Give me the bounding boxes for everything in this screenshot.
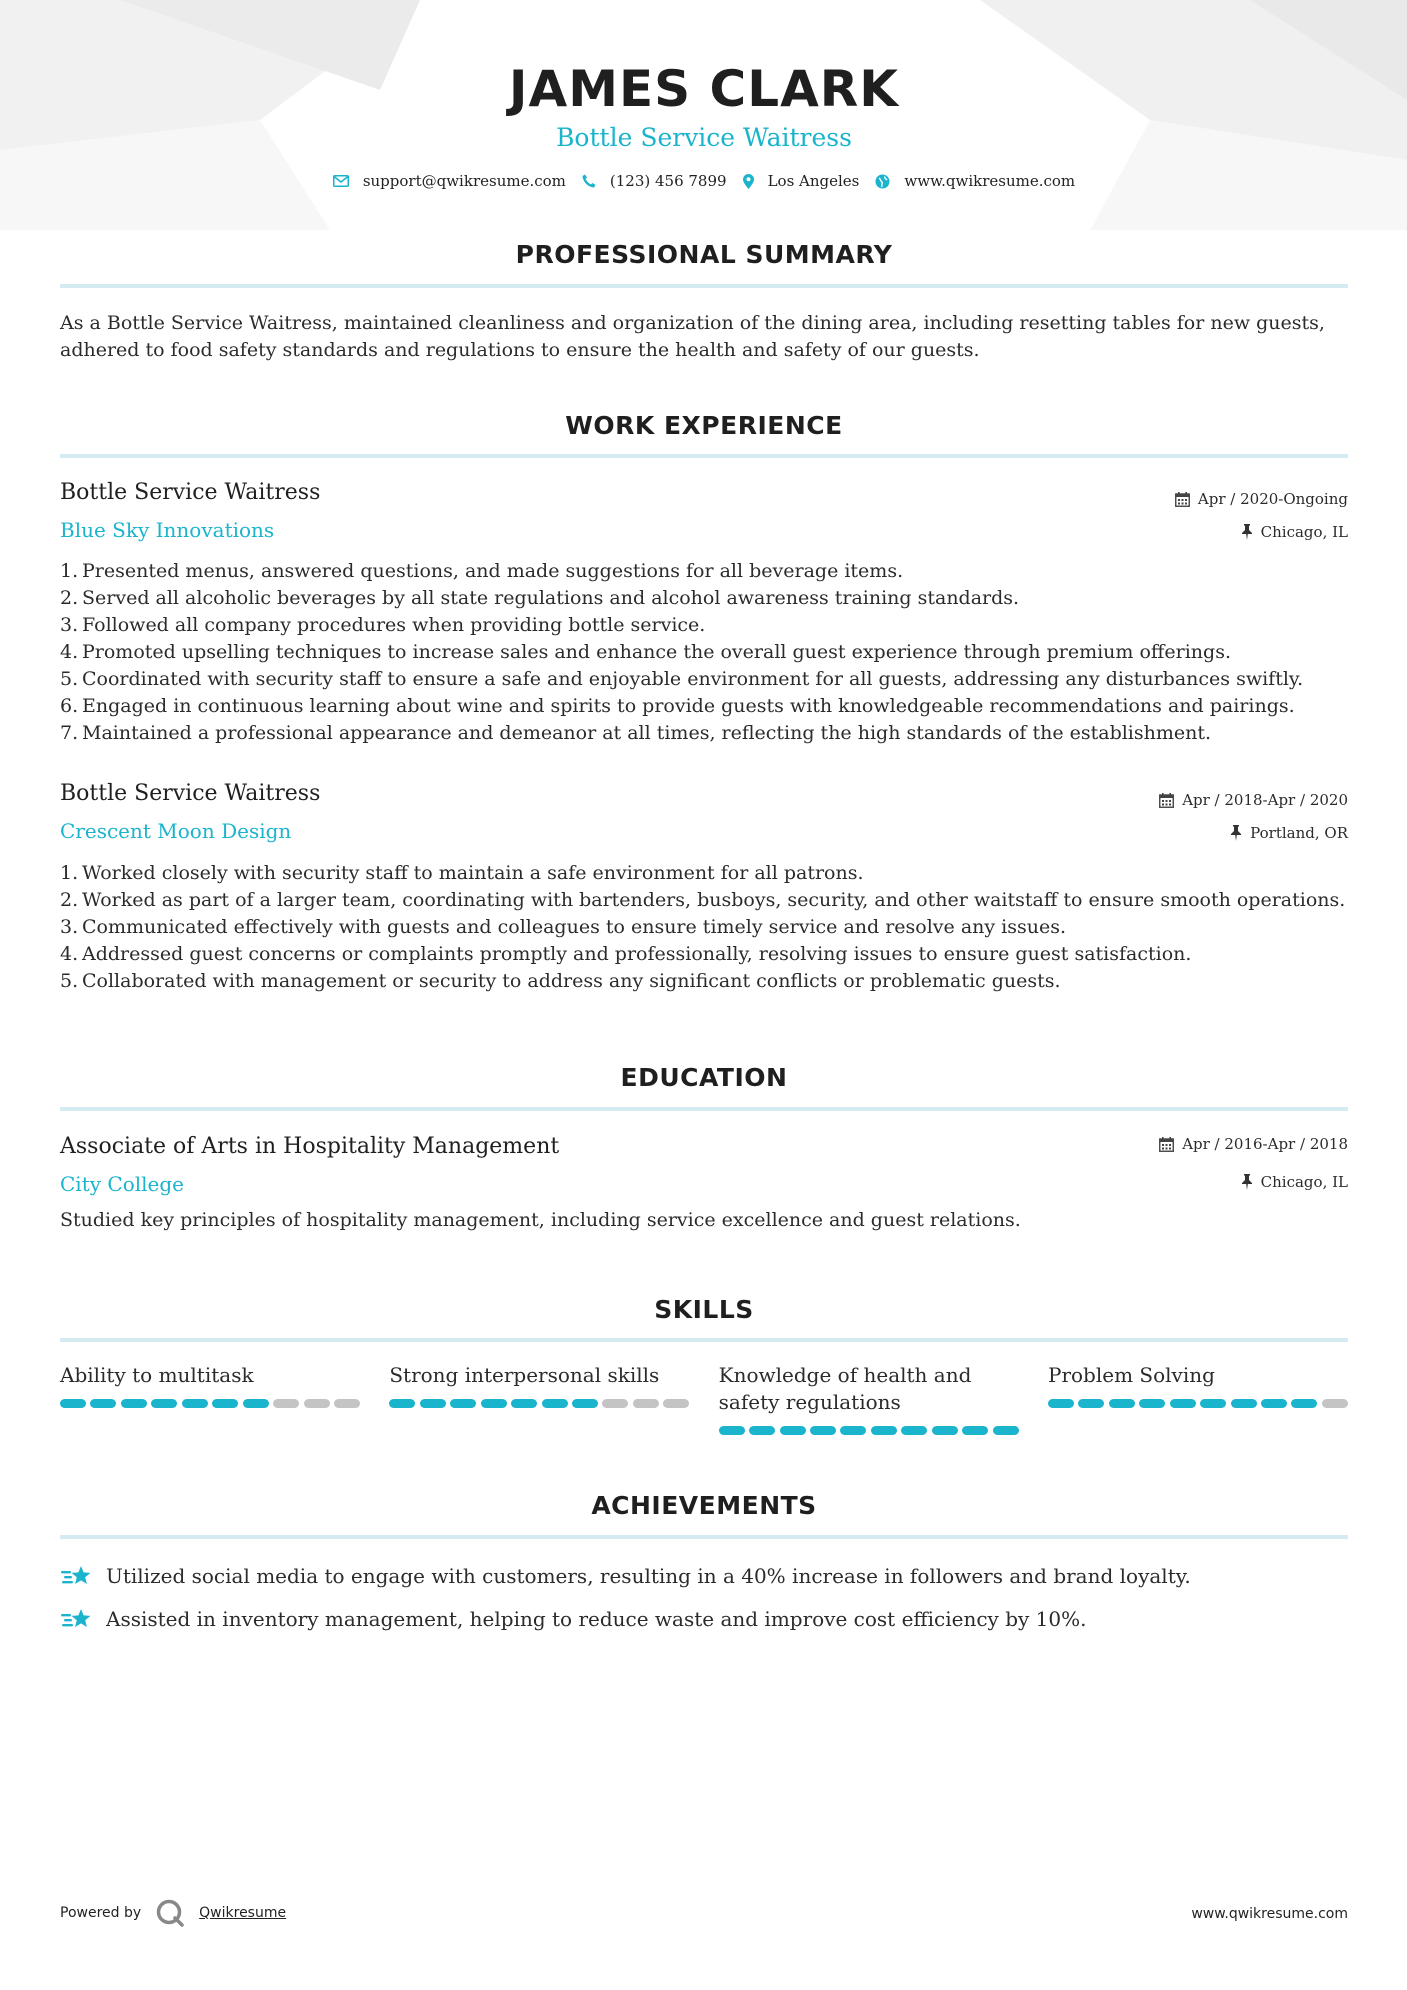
list-item: 5 . Coordinated with security staff to ensure a safe and enjoyable environment for all guests, addressing any disturbances swiftly. <box>60 666 1348 693</box>
job-responsibilities <box>60 558 1348 747</box>
skill-segment-filled <box>542 1399 568 1408</box>
skill-segment-filled <box>810 1426 836 1435</box>
skill-segment-filled <box>1109 1399 1135 1408</box>
skill-segment-filled <box>749 1426 775 1435</box>
summary-heading: PROFESSIONAL SUMMARY <box>515 240 893 269</box>
skill-segment-filled <box>993 1426 1019 1435</box>
skill-item <box>719 1362 1019 1435</box>
shooting-star-icon <box>60 1562 92 1590</box>
skill-name: Problem Solving <box>1047 1363 1215 1387</box>
list-item: 7 . Maintained a professional appearance and demeanor at all times, reflecting the high standards of the establishment. <box>60 720 1348 747</box>
list-item: 1 . Worked closely with security staff to maintain a safe environment for all patrons. <box>60 860 1348 887</box>
contact-bar <box>60 172 1348 190</box>
summary-text: As a Bottle Service Waitress, maintained cleanliness and organization of the dining area, including resetting tables for new guests, adhered to food safety standards and regulations to ensure the health and safety of our guests. <box>60 312 1325 361</box>
resume-page <box>60 0 1348 1990</box>
skill-level-bar <box>719 1426 1019 1435</box>
phone-icon <box>582 174 596 188</box>
skill-item <box>389 1362 689 1435</box>
email-text: support@qwikresume.com <box>362 172 566 190</box>
list-item: 5 . Collaborated with management or security to address any significant conflicts or problematic guests. <box>60 968 1348 995</box>
skill-segment-filled <box>243 1399 269 1408</box>
skill-segment-filled <box>962 1426 988 1435</box>
education-heading: EDUCATION <box>620 1063 788 1092</box>
skill-item <box>1048 1362 1348 1435</box>
skill-segment-filled <box>840 1426 866 1435</box>
list-item: 4 . Addressed guest concerns or complaints promptly and professionally, resolving issues to ensure guest satisfaction. <box>60 941 1348 968</box>
experience-heading: WORK EXPERIENCE <box>565 411 843 440</box>
skill-level-bar <box>1048 1399 1348 1408</box>
skill-segment-filled <box>1170 1399 1196 1408</box>
skill-segment-filled <box>871 1426 897 1435</box>
job-dates <box>1175 490 1348 508</box>
skill-segment-filled <box>511 1399 537 1408</box>
school-name: City College <box>60 1172 185 1196</box>
skill-segment-empty <box>273 1399 299 1408</box>
job-responsibilities <box>60 860 1348 995</box>
skill-segment-filled <box>1231 1399 1257 1408</box>
skill-segment-filled <box>481 1399 507 1408</box>
skill-segment-filled <box>151 1399 177 1408</box>
education-dates-text: Apr / 2016-Apr / 2018 <box>1182 1135 1348 1153</box>
degree-title: Associate of Arts in Hospitality Management <box>60 1134 560 1159</box>
skill-segment-filled <box>1048 1399 1074 1408</box>
achievement-text: Utilized social media to engage with customers, resulting in a 40% increase in followers and brand loyalty. <box>106 1564 1191 1588</box>
skill-segment-filled <box>389 1399 415 1408</box>
footer-powered-by <box>60 1898 286 1928</box>
job-title: Bottle Service Waitress <box>60 781 321 806</box>
location-text: Los Angeles <box>767 172 860 190</box>
skill-segment-filled <box>60 1399 86 1408</box>
job-dates-text: Apr / 2018-Apr / 2020 <box>1182 791 1348 809</box>
list-item: 1 . Presented menus, answered questions, and made suggestions for all beverage items. <box>60 558 1348 585</box>
pushpin-icon <box>1241 1174 1253 1190</box>
contact-phone[interactable] <box>582 172 727 190</box>
contact-location <box>743 172 860 190</box>
website-text: www.qwikresume.com <box>904 172 1076 190</box>
skills-grid <box>60 1362 1348 1435</box>
skill-item <box>60 1362 360 1435</box>
calendar-icon <box>1159 1137 1174 1152</box>
list-item: 3 . Followed all company procedures when providing bottle service. <box>60 612 1348 639</box>
footer-website-link[interactable]: www.qwikresume.com <box>1191 1906 1348 1922</box>
skill-segment-filled <box>1139 1399 1165 1408</box>
company-name: Crescent Moon Design <box>60 819 292 843</box>
skill-segment-filled <box>1078 1399 1104 1408</box>
skill-segment-filled <box>121 1399 147 1408</box>
list-item: 2 . Worked as part of a larger team, coordinating with bartenders, busboys, security, and other waitstaff to ensure smooth operations. <box>60 887 1348 914</box>
education-location <box>1241 1173 1348 1191</box>
skill-segment-empty <box>663 1399 689 1408</box>
skill-segment-filled <box>212 1399 238 1408</box>
skill-segment-empty <box>1322 1399 1348 1408</box>
envelope-icon <box>333 175 349 187</box>
skill-segment-filled <box>932 1426 958 1435</box>
skill-segment-filled <box>90 1399 116 1408</box>
candidate-name: JAMES CLARK <box>508 60 900 118</box>
skill-segment-filled <box>719 1426 745 1435</box>
list-item: 3 . Communicated effectively with guests and colleagues to ensure timely service and resolve any issues. <box>60 914 1348 941</box>
summary-divider <box>60 284 1348 288</box>
job-location-text: Chicago, IL <box>1260 523 1348 541</box>
pushpin-icon <box>1230 825 1242 841</box>
job-location-text: Portland, OR <box>1250 824 1348 842</box>
job-dates <box>1159 791 1348 809</box>
skill-segment-empty <box>304 1399 330 1408</box>
contact-email[interactable] <box>333 172 566 190</box>
achievement-item <box>60 1562 1348 1590</box>
pushpin-icon <box>1241 524 1253 540</box>
list-item: 2 . Served all alcoholic beverages by all state regulations and alcohol awareness training standards. <box>60 585 1348 612</box>
calendar-icon <box>1159 793 1174 808</box>
achievement-text: Assisted in inventory management, helping to reduce waste and improve cost efficiency by 10%. <box>106 1607 1087 1631</box>
skill-segment-filled <box>1261 1399 1287 1408</box>
education-description: Studied key principles of hospitality management, including service excellence and guest relations. <box>60 1209 1021 1231</box>
skill-segment-filled <box>901 1426 927 1435</box>
education-dates <box>1159 1135 1348 1153</box>
skill-segment-filled <box>420 1399 446 1408</box>
skill-level-bar <box>60 1399 360 1408</box>
experience-divider <box>60 454 1348 458</box>
skill-segment-filled <box>182 1399 208 1408</box>
qwikresume-logo-icon <box>155 1898 185 1928</box>
skill-segment-empty <box>633 1399 659 1408</box>
education-divider <box>60 1107 1348 1111</box>
company-name: Blue Sky Innovations <box>60 518 275 542</box>
shooting-star-icon <box>60 1605 92 1633</box>
contact-website[interactable] <box>875 172 1075 190</box>
skill-segment-empty <box>334 1399 360 1408</box>
skill-segment-filled <box>572 1399 598 1408</box>
list-item: 6 . Engaged in continuous learning about wine and spirits to provide guests with knowledgeable recommendations and pairings. <box>60 693 1348 720</box>
achievement-item <box>60 1605 1348 1633</box>
phone-text: (123) 456 7899 <box>609 172 727 190</box>
achievements-divider <box>60 1535 1348 1539</box>
achievements-heading: ACHIEVEMENTS <box>591 1491 817 1520</box>
skill-name: Knowledge of health and safety regulations <box>718 1363 972 1414</box>
calendar-icon <box>1175 492 1190 507</box>
map-pin-icon <box>743 174 754 189</box>
skill-level-bar <box>389 1399 689 1408</box>
skills-heading: SKILLS <box>654 1295 754 1324</box>
globe-icon <box>875 174 890 189</box>
resume-header <box>60 58 1348 154</box>
job-dates-text: Apr / 2020-Ongoing <box>1197 490 1348 508</box>
skill-segment-filled <box>1200 1399 1226 1408</box>
job-location <box>1241 523 1348 541</box>
job-location <box>1230 824 1348 842</box>
powered-by-label: Powered by <box>60 1905 142 1921</box>
skill-segment-filled <box>780 1426 806 1435</box>
skill-segment-empty <box>602 1399 628 1408</box>
candidate-title: Bottle Service Waitress <box>556 123 852 152</box>
skill-segment-filled <box>450 1399 476 1408</box>
skill-segment-filled <box>1291 1399 1317 1408</box>
skill-name: Strong interpersonal skills <box>389 1363 660 1387</box>
education-location-text: Chicago, IL <box>1260 1173 1348 1191</box>
list-item: 4 . Promoted upselling techniques to increase sales and enhance the overall guest experience through premium offerings. <box>60 639 1348 666</box>
job-title: Bottle Service Waitress <box>60 480 321 505</box>
skills-divider <box>60 1338 1348 1342</box>
qwikresume-link[interactable]: Qwikresume <box>199 1905 287 1921</box>
skill-name: Ability to multitask <box>60 1363 254 1387</box>
